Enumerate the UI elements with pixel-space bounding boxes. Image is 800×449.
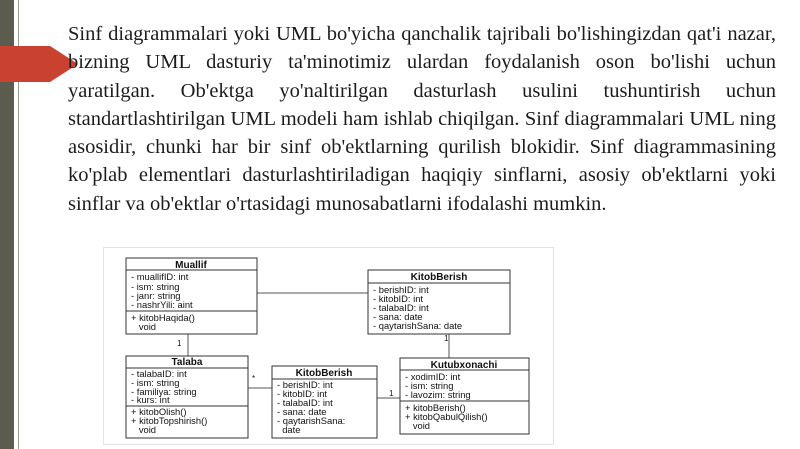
class-attr: - qaytarishSana: xyxy=(277,415,346,426)
mult-kutubxonachi-left: 1 xyxy=(389,389,394,398)
class-muallif xyxy=(126,258,257,334)
class-talaba xyxy=(126,356,248,438)
class-attr: - talabaID: int xyxy=(373,302,429,313)
class-attr: - kurs: int xyxy=(131,394,170,405)
red-arrow-marker xyxy=(0,46,50,82)
class-method: + kitobBerish() xyxy=(405,402,466,413)
class-attr: - janr: string xyxy=(131,290,181,301)
body-paragraph: Sinf diagrammalari yoki UML bo'yicha qanchalik tajribali bo'lishingizdan qat'i nazar, bizning UML dasturiy ta'minotimiz ulardan foydalanish oson bo'lishi uchun yaratilgan. Ob'ektga yo'naltirilgan dasturlash usulini tushuntirish uchun standartlashtirilgan UML modeli ham ishlab chiqilgan. Sinf diagrammalari UML ning asosidir, chunki har bir sinf ob'ektlarning qurilish blokidir. Sinf diagrammasining ko'plab elementlari dasturlashtiriladigan haqiqiy sinflarni, asosiy ob'ektlarni yoki sinflar va ob'ektlar o'rtasidagi munosabatlarni ifodalashi mumkin. xyxy=(68,23,776,215)
class-attr: - qaytarishSana: date xyxy=(373,320,463,331)
uml-diagram-svg xyxy=(104,248,553,444)
class-method: + kitobHaqida() xyxy=(131,312,195,323)
class-method: void xyxy=(131,321,157,332)
class-attr: - nashrYili: aint xyxy=(131,299,193,310)
class-attr: - talabaID: int xyxy=(277,397,333,408)
class-muallif-name: Muallif xyxy=(175,260,207,271)
class-attr: - familiya: string xyxy=(131,386,197,397)
class-talaba-name: Talaba xyxy=(171,357,203,368)
class-kitobberish-bottom-name: KitobBerish xyxy=(295,368,353,379)
class-attr: - kitobID: int xyxy=(373,293,424,304)
class-attr: - sana: date xyxy=(373,311,423,322)
mult-kitobberish-down: 1 xyxy=(444,334,449,343)
class-attr: - lavozim: string xyxy=(405,389,471,400)
class-method: + kitobQabulQilish() xyxy=(405,411,488,422)
class-attr: - xodimID: int xyxy=(405,371,461,382)
class-kitobberish-top-name: KitobBerish xyxy=(410,272,468,283)
class-method: void xyxy=(131,424,157,435)
uml-class-diagram xyxy=(103,247,554,445)
class-attr: - sana: date xyxy=(277,406,327,417)
class-attr: - berishID: int xyxy=(373,284,429,295)
class-kitobberish-top xyxy=(368,270,510,334)
mult-muallif-down: 1 xyxy=(177,339,182,348)
class-method: + kitobTopshirish() xyxy=(131,415,208,426)
mult-talaba-right: * xyxy=(252,374,256,383)
class-attr: - kitobID: int xyxy=(277,388,328,399)
class-method: void xyxy=(405,420,431,431)
class-attr: date xyxy=(277,424,301,435)
class-attr: - muallifID: int xyxy=(131,271,189,282)
class-attr: - talabaID: int xyxy=(131,368,187,379)
class-attr: - berishID: int xyxy=(277,379,333,390)
class-attr: - ism: string xyxy=(131,377,180,388)
class-attr: - ism: string xyxy=(131,281,180,292)
class-kutubxonachi-name: Kutubxonachi xyxy=(430,360,498,371)
class-method: + kitobOlish() xyxy=(131,406,187,417)
class-kutubxonachi xyxy=(400,358,529,434)
class-kitobberish-bottom xyxy=(272,366,377,438)
class-attr: - ism: string xyxy=(405,380,454,391)
